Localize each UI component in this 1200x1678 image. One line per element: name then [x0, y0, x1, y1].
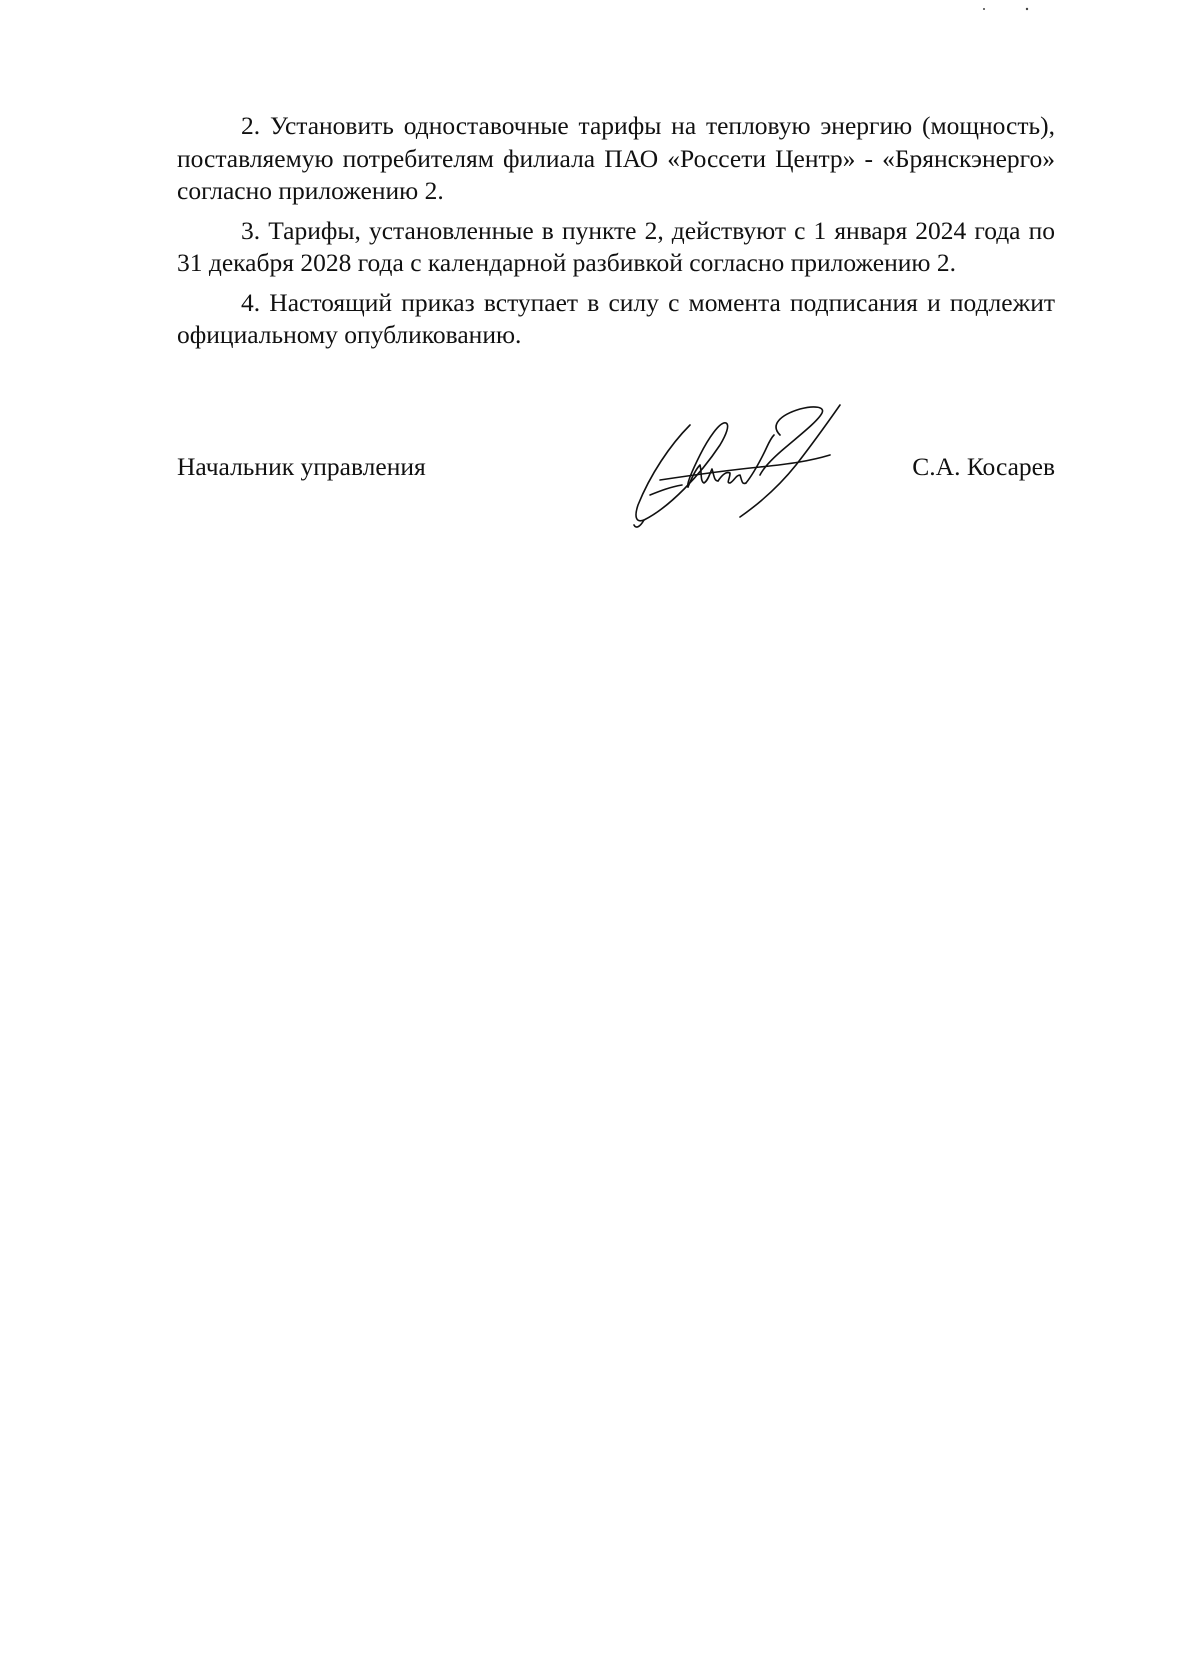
paragraph-item-3: 3. Тарифы, установленные в пункте 2, действуют с 1 января 2024 года по 31 декабря 2028 года с календарной разбивкой согласно приложению 2. — [177, 215, 1055, 277]
signer-position: Начальник управления — [177, 452, 426, 481]
signature-block — [177, 445, 1055, 485]
paragraph-item-2: 2. Установить одноставочные тарифы на тепловую энергию (мощность), поставляемую потребителям филиала ПАО «Россети Центр» - «Брянскэнерго» согласно приложению 2. — [177, 111, 1055, 205]
paragraph-item-4: 4. Настоящий приказ вступает в силу с момента подписания и подлежит официальному опубликованию. — [177, 287, 1055, 349]
handwritten-signature — [630, 395, 890, 535]
scan-artifact-dots — [980, 4, 1040, 14]
signer-name: С.А. Косарев — [912, 452, 1055, 481]
order-body — [177, 110, 1055, 359]
